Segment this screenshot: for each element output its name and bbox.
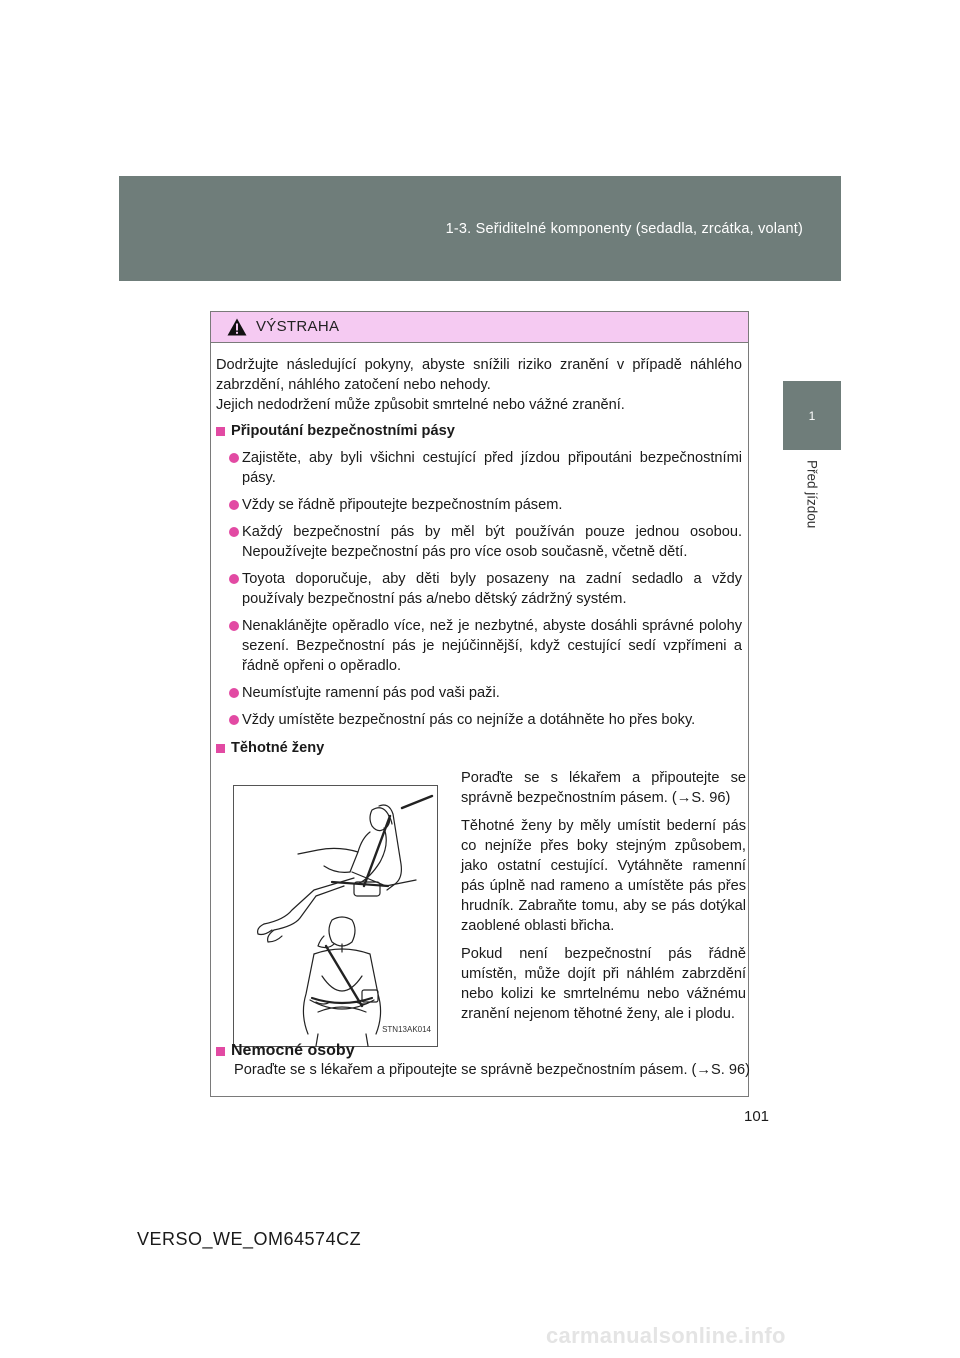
intro-line-1: Dodržujte následující pokyny, abyste snížili riziko zranění v případě náhlého [216,357,742,373]
seatbelt-heading-text: Připoutání bezpečnostními pásy [231,423,455,439]
seatbelt-heading [216,421,742,441]
list-item-text: Neumísťujte ramenní pás pod vaši paži. [242,685,500,701]
list-item-text: Toyota doporučuje, aby děti byly posazeny na zadní sedadlo a vždy používaly bezpečnostní pás a/nebo dětský zádržný systém. [242,571,742,607]
square-bullet-icon [216,744,225,753]
bullet-dot-icon [229,527,239,537]
chapter-label-text: Před jízdou [804,460,820,529]
chapter-tab[interactable] [783,381,841,450]
list-item [216,569,742,609]
list-item-text: Nenaklánějte opěradlo více, než je nezbytné, abyste dosáhli správné polohy sezení. Bezpečnostní pás je nejúčinnější, když cestující sedí vzpřímeni a řádně opřeni o opěradlo. [242,618,742,674]
pregnant-paragraph: Těhotné ženy by měly umístit bederní pás co nejníže přes boky stejným způsobem, jako ostatní cestující. Vytáhněte ramenní pás úplně nad rameno a umístěte pás přes hrudník. Zabraňte tomu, aby se pás dotýkal zaoblené oblasti břicha. [461,818,746,934]
pregnant-text [461,768,746,1032]
warning-body [211,343,748,1036]
bullet-dot-icon [229,688,239,698]
bullet-dot-icon [229,500,239,510]
header-band [119,176,841,281]
watermark: carmanualsonline.info [546,1323,786,1348]
page-number: 101 [744,1108,770,1125]
square-bullet-icon [216,427,225,436]
list-item [216,448,742,488]
bullet-dot-icon [229,453,239,463]
chapter-number: 1 [808,409,816,423]
list-item [216,710,742,730]
square-bullet-icon [216,1047,225,1056]
document-code: VERSO_WE_OM64574CZ [137,1229,362,1249]
pregnant-section [216,766,746,1036]
list-item [216,522,742,562]
warning-header [211,312,748,343]
chapter-label [803,460,821,540]
pregnant-paragraph: Pokud není bezpečnostní pás řádně umístěn, může dojít při náhlém zabrzdění nebo kolizi ke smrtelnému nebo vážnému zranění nejenom těhotné ženy, ale i plodu. [461,946,746,1022]
section-title: 1-3. Seřiditelné komponenty (sedadla, zrcátka, volant) [445,221,803,237]
sick-heading [216,1042,355,1060]
list-item [216,495,742,515]
list-item-text: Vždy se řádně připoutejte bezpečnostním pásem. [242,497,563,513]
pregnant-woman-seatbelt-icon [234,786,439,1048]
warning-title: VÝSTRAHA [256,318,340,335]
list-item-text: Zajistěte, aby byli všichni cestující před jízdou připoutáni bezpečnostními pásy. [242,450,742,486]
bullet-dot-icon [229,715,239,725]
pregnant-heading [216,738,742,758]
sick-text: Poraďte se s lékařem a připoutejte se správně bezpečnostním pásem. (→S. 96) [234,1062,750,1078]
list-item [216,683,742,703]
list-item [216,616,742,676]
sick-heading-text: Nemocné osoby [231,1042,355,1059]
intro-line-2: zabrzdění, náhlého zatočení nebo nehody. [216,377,491,393]
bullet-dot-icon [229,574,239,584]
list-item-text: Každý bezpečnostní pás by měl být používán pouze jednou osobou. Nepoužívejte bezpečnostní pás pro více osob současně, včetně dětí. [242,524,742,560]
intro-line-3: Jejich nedodržení může způsobit smrtelné nebo vážné zranění. [216,397,625,413]
warning-intro [216,355,742,415]
list-item-text: Vždy umístěte bezpečnostní pás co nejníže a dotáhněte ho přes boky. [242,712,696,728]
figure-code: STN13AK014 [382,1025,431,1034]
warning-box [210,311,749,1097]
pregnant-heading-text: Těhotné ženy [231,740,325,756]
bullet-dot-icon [229,621,239,631]
seatbelt-illustration [233,785,438,1047]
pregnant-paragraph: Poraďte se s lékařem a připoutejte se správně bezpečnostním pásem. (→S. 96) [461,770,746,806]
warning-triangle-icon [227,318,247,336]
